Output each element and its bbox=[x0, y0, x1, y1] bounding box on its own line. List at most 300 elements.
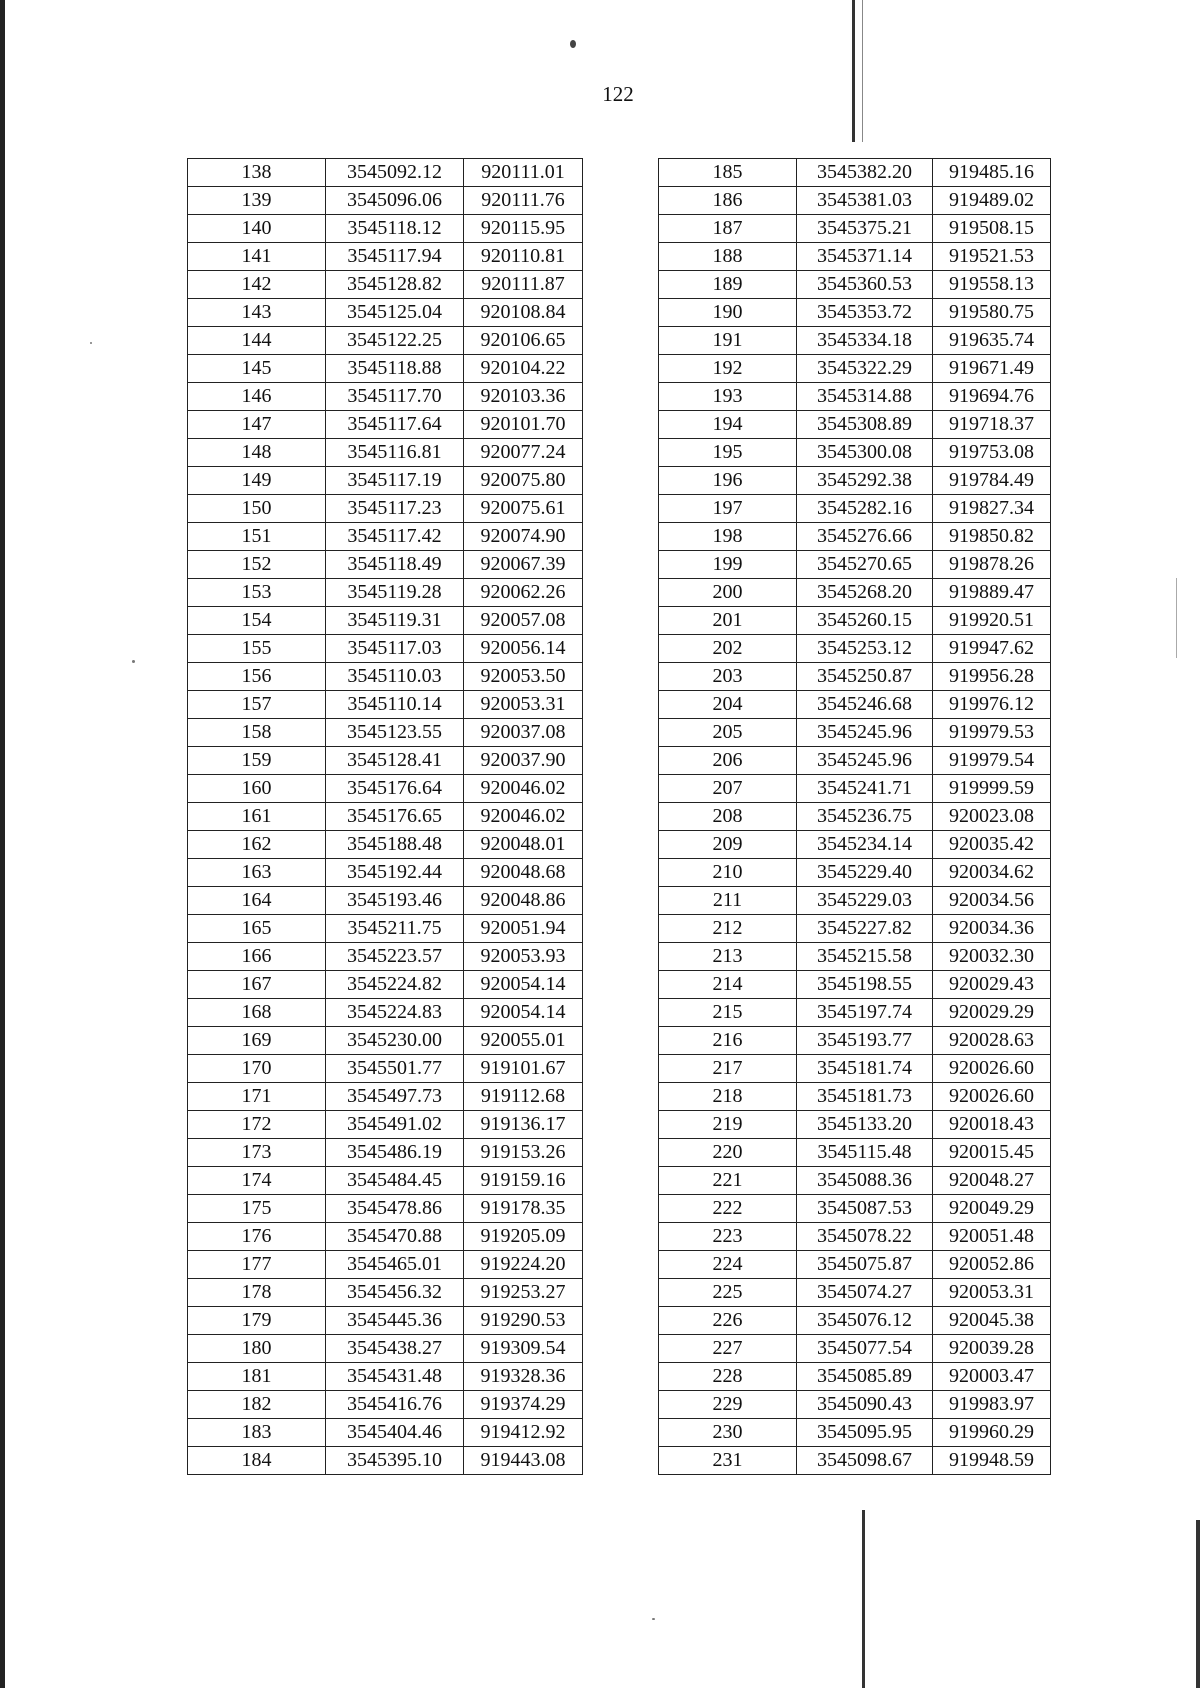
scan-speck bbox=[132, 660, 135, 663]
x-coordinate-cell: 3545236.75 bbox=[797, 803, 933, 831]
y-coordinate-cell: 920053.50 bbox=[464, 663, 583, 691]
point-number-cell: 140 bbox=[188, 215, 326, 243]
x-coordinate-cell: 3545181.74 bbox=[797, 1055, 933, 1083]
point-number-cell: 150 bbox=[188, 495, 326, 523]
y-coordinate-cell: 919979.54 bbox=[933, 747, 1051, 775]
table-row bbox=[188, 1223, 583, 1251]
point-number-cell: 215 bbox=[659, 999, 797, 1027]
point-number-cell: 184 bbox=[188, 1447, 326, 1475]
x-coordinate-cell: 3545119.31 bbox=[326, 607, 464, 635]
table-row bbox=[188, 187, 583, 215]
y-coordinate-cell: 919412.92 bbox=[464, 1419, 583, 1447]
table-row bbox=[659, 355, 1051, 383]
point-number-cell: 216 bbox=[659, 1027, 797, 1055]
y-coordinate-cell: 920075.61 bbox=[464, 495, 583, 523]
point-number-cell: 211 bbox=[659, 887, 797, 915]
point-number-cell: 178 bbox=[188, 1279, 326, 1307]
x-coordinate-cell: 3545197.74 bbox=[797, 999, 933, 1027]
x-coordinate-cell: 3545128.41 bbox=[326, 747, 464, 775]
x-coordinate-cell: 3545176.64 bbox=[326, 775, 464, 803]
scan-binding-edge bbox=[0, 0, 5, 1688]
point-number-cell: 228 bbox=[659, 1363, 797, 1391]
table-row bbox=[659, 467, 1051, 495]
table-row bbox=[188, 719, 583, 747]
y-coordinate-cell: 919850.82 bbox=[933, 523, 1051, 551]
table-row bbox=[659, 943, 1051, 971]
table-row bbox=[659, 1083, 1051, 1111]
x-coordinate-cell: 3545230.00 bbox=[326, 1027, 464, 1055]
table-row bbox=[659, 607, 1051, 635]
x-coordinate-cell: 3545088.36 bbox=[797, 1167, 933, 1195]
x-coordinate-cell: 3545353.72 bbox=[797, 299, 933, 327]
point-number-cell: 169 bbox=[188, 1027, 326, 1055]
point-number-cell: 192 bbox=[659, 355, 797, 383]
x-coordinate-cell: 3545223.57 bbox=[326, 943, 464, 971]
point-number-cell: 227 bbox=[659, 1335, 797, 1363]
table-row bbox=[188, 691, 583, 719]
x-coordinate-cell: 3545292.38 bbox=[797, 467, 933, 495]
point-number-cell: 220 bbox=[659, 1139, 797, 1167]
point-number-cell: 156 bbox=[188, 663, 326, 691]
table-row bbox=[188, 915, 583, 943]
x-coordinate-cell: 3545250.87 bbox=[797, 663, 933, 691]
point-number-cell: 145 bbox=[188, 355, 326, 383]
x-coordinate-cell: 3545078.22 bbox=[797, 1223, 933, 1251]
point-number-cell: 189 bbox=[659, 271, 797, 299]
y-coordinate-cell: 919753.08 bbox=[933, 439, 1051, 467]
x-coordinate-cell: 3545117.03 bbox=[326, 635, 464, 663]
x-coordinate-cell: 3545382.20 bbox=[797, 159, 933, 187]
table-row bbox=[659, 1307, 1051, 1335]
y-coordinate-cell: 920053.93 bbox=[464, 943, 583, 971]
x-coordinate-cell: 3545077.54 bbox=[797, 1335, 933, 1363]
point-number-cell: 160 bbox=[188, 775, 326, 803]
x-coordinate-cell: 3545074.27 bbox=[797, 1279, 933, 1307]
table-row bbox=[188, 943, 583, 971]
table-row bbox=[188, 355, 583, 383]
x-coordinate-cell: 3545096.06 bbox=[326, 187, 464, 215]
table-row bbox=[659, 327, 1051, 355]
x-coordinate-cell: 3545241.71 bbox=[797, 775, 933, 803]
y-coordinate-cell: 920051.94 bbox=[464, 915, 583, 943]
scan-mark-right bbox=[1176, 578, 1177, 658]
y-coordinate-cell: 920052.86 bbox=[933, 1251, 1051, 1279]
x-coordinate-cell: 3545491.02 bbox=[326, 1111, 464, 1139]
y-coordinate-cell: 919920.51 bbox=[933, 607, 1051, 635]
table-row bbox=[188, 327, 583, 355]
x-coordinate-cell: 3545110.03 bbox=[326, 663, 464, 691]
point-number-cell: 168 bbox=[188, 999, 326, 1027]
table-row bbox=[659, 411, 1051, 439]
table-row bbox=[659, 1335, 1051, 1363]
table-row bbox=[188, 495, 583, 523]
table-row bbox=[188, 579, 583, 607]
point-number-cell: 157 bbox=[188, 691, 326, 719]
x-coordinate-cell: 3545334.18 bbox=[797, 327, 933, 355]
x-coordinate-cell: 3545133.20 bbox=[797, 1111, 933, 1139]
y-coordinate-cell: 920046.02 bbox=[464, 775, 583, 803]
y-coordinate-cell: 919224.20 bbox=[464, 1251, 583, 1279]
x-coordinate-cell: 3545246.68 bbox=[797, 691, 933, 719]
x-coordinate-cell: 3545176.65 bbox=[326, 803, 464, 831]
table-row bbox=[188, 1279, 583, 1307]
table-row bbox=[188, 1111, 583, 1139]
point-number-cell: 172 bbox=[188, 1111, 326, 1139]
y-coordinate-cell: 920111.87 bbox=[464, 271, 583, 299]
table-row bbox=[188, 271, 583, 299]
table-row bbox=[659, 691, 1051, 719]
point-number-cell: 180 bbox=[188, 1335, 326, 1363]
x-coordinate-cell: 3545314.88 bbox=[797, 383, 933, 411]
x-coordinate-cell: 3545198.55 bbox=[797, 971, 933, 999]
y-coordinate-cell: 920053.31 bbox=[464, 691, 583, 719]
table-row bbox=[659, 831, 1051, 859]
table-row bbox=[188, 1055, 583, 1083]
point-number-cell: 167 bbox=[188, 971, 326, 999]
y-coordinate-cell: 920034.62 bbox=[933, 859, 1051, 887]
table-row bbox=[659, 1419, 1051, 1447]
point-number-cell: 204 bbox=[659, 691, 797, 719]
x-coordinate-cell: 3545224.83 bbox=[326, 999, 464, 1027]
y-coordinate-cell: 920048.68 bbox=[464, 859, 583, 887]
table-row bbox=[188, 215, 583, 243]
x-coordinate-cell: 3545470.88 bbox=[326, 1223, 464, 1251]
y-coordinate-cell: 919960.29 bbox=[933, 1419, 1051, 1447]
table-row bbox=[659, 1279, 1051, 1307]
y-coordinate-cell: 920062.26 bbox=[464, 579, 583, 607]
x-coordinate-cell: 3545360.53 bbox=[797, 271, 933, 299]
table-row bbox=[659, 1055, 1051, 1083]
table-row bbox=[188, 859, 583, 887]
point-number-cell: 201 bbox=[659, 607, 797, 635]
y-coordinate-cell: 920034.56 bbox=[933, 887, 1051, 915]
y-coordinate-cell: 919521.53 bbox=[933, 243, 1051, 271]
y-coordinate-cell: 919878.26 bbox=[933, 551, 1051, 579]
table-row bbox=[188, 383, 583, 411]
x-coordinate-cell: 3545484.45 bbox=[326, 1167, 464, 1195]
y-coordinate-cell: 920003.47 bbox=[933, 1363, 1051, 1391]
y-coordinate-cell: 920035.42 bbox=[933, 831, 1051, 859]
point-number-cell: 223 bbox=[659, 1223, 797, 1251]
y-coordinate-cell: 920053.31 bbox=[933, 1279, 1051, 1307]
table-row bbox=[188, 1195, 583, 1223]
y-coordinate-cell: 919956.28 bbox=[933, 663, 1051, 691]
table-row bbox=[188, 1251, 583, 1279]
table-row bbox=[659, 243, 1051, 271]
x-coordinate-cell: 3545118.88 bbox=[326, 355, 464, 383]
y-coordinate-cell: 919112.68 bbox=[464, 1083, 583, 1111]
x-coordinate-cell: 3545395.10 bbox=[326, 1447, 464, 1475]
scan-speck bbox=[570, 40, 576, 48]
point-number-cell: 209 bbox=[659, 831, 797, 859]
y-coordinate-cell: 920075.80 bbox=[464, 467, 583, 495]
x-coordinate-cell: 3545115.48 bbox=[797, 1139, 933, 1167]
point-number-cell: 191 bbox=[659, 327, 797, 355]
y-coordinate-cell: 920037.08 bbox=[464, 719, 583, 747]
table-row bbox=[188, 1307, 583, 1335]
y-coordinate-cell: 920057.08 bbox=[464, 607, 583, 635]
table-row bbox=[659, 1167, 1051, 1195]
y-coordinate-cell: 920048.01 bbox=[464, 831, 583, 859]
table-row bbox=[659, 187, 1051, 215]
table-row bbox=[659, 999, 1051, 1027]
point-number-cell: 165 bbox=[188, 915, 326, 943]
x-coordinate-cell: 3545371.14 bbox=[797, 243, 933, 271]
table-row bbox=[188, 831, 583, 859]
y-coordinate-cell: 920115.95 bbox=[464, 215, 583, 243]
point-number-cell: 151 bbox=[188, 523, 326, 551]
x-coordinate-cell: 3545117.70 bbox=[326, 383, 464, 411]
point-number-cell: 142 bbox=[188, 271, 326, 299]
x-coordinate-cell: 3545282.16 bbox=[797, 495, 933, 523]
y-coordinate-cell: 919889.47 bbox=[933, 579, 1051, 607]
x-coordinate-cell: 3545215.58 bbox=[797, 943, 933, 971]
point-number-cell: 187 bbox=[659, 215, 797, 243]
y-coordinate-cell: 919558.13 bbox=[933, 271, 1051, 299]
point-number-cell: 194 bbox=[659, 411, 797, 439]
y-coordinate-cell: 919508.15 bbox=[933, 215, 1051, 243]
y-coordinate-cell: 919290.53 bbox=[464, 1307, 583, 1335]
table-row bbox=[188, 1335, 583, 1363]
point-number-cell: 212 bbox=[659, 915, 797, 943]
table-row bbox=[659, 1139, 1051, 1167]
point-number-cell: 179 bbox=[188, 1307, 326, 1335]
table-row bbox=[659, 1195, 1051, 1223]
y-coordinate-cell: 920048.27 bbox=[933, 1167, 1051, 1195]
y-coordinate-cell: 920077.24 bbox=[464, 439, 583, 467]
y-coordinate-cell: 919309.54 bbox=[464, 1335, 583, 1363]
x-coordinate-cell: 3545098.67 bbox=[797, 1447, 933, 1475]
x-coordinate-cell: 3545085.89 bbox=[797, 1363, 933, 1391]
page-number: 122 bbox=[602, 82, 634, 106]
y-coordinate-cell: 920015.45 bbox=[933, 1139, 1051, 1167]
table-row bbox=[659, 579, 1051, 607]
point-number-cell: 195 bbox=[659, 439, 797, 467]
point-number-cell: 196 bbox=[659, 467, 797, 495]
x-coordinate-cell: 3545193.77 bbox=[797, 1027, 933, 1055]
point-number-cell: 183 bbox=[188, 1419, 326, 1447]
point-number-cell: 161 bbox=[188, 803, 326, 831]
point-number-cell: 155 bbox=[188, 635, 326, 663]
point-number-cell: 144 bbox=[188, 327, 326, 355]
point-number-cell: 141 bbox=[188, 243, 326, 271]
x-coordinate-cell: 3545181.73 bbox=[797, 1083, 933, 1111]
y-coordinate-cell: 919999.59 bbox=[933, 775, 1051, 803]
table-row bbox=[659, 1111, 1051, 1139]
x-coordinate-cell: 3545229.03 bbox=[797, 887, 933, 915]
x-coordinate-cell: 3545270.65 bbox=[797, 551, 933, 579]
table-row bbox=[659, 859, 1051, 887]
x-coordinate-cell: 3545416.76 bbox=[326, 1391, 464, 1419]
x-coordinate-cell: 3545125.04 bbox=[326, 299, 464, 327]
y-coordinate-cell: 919671.49 bbox=[933, 355, 1051, 383]
y-coordinate-cell: 919485.16 bbox=[933, 159, 1051, 187]
table-row bbox=[659, 215, 1051, 243]
table-row bbox=[659, 747, 1051, 775]
table-row bbox=[659, 1027, 1051, 1055]
y-coordinate-cell: 919580.75 bbox=[933, 299, 1051, 327]
y-coordinate-cell: 920018.43 bbox=[933, 1111, 1051, 1139]
y-coordinate-cell: 920028.63 bbox=[933, 1027, 1051, 1055]
point-number-cell: 217 bbox=[659, 1055, 797, 1083]
point-number-cell: 175 bbox=[188, 1195, 326, 1223]
scan-mark-top bbox=[852, 0, 855, 142]
y-coordinate-cell: 920055.01 bbox=[464, 1027, 583, 1055]
table-row bbox=[659, 915, 1051, 943]
point-number-cell: 153 bbox=[188, 579, 326, 607]
x-coordinate-cell: 3545253.12 bbox=[797, 635, 933, 663]
y-coordinate-cell: 920104.22 bbox=[464, 355, 583, 383]
point-number-cell: 218 bbox=[659, 1083, 797, 1111]
point-number-cell: 199 bbox=[659, 551, 797, 579]
table-row bbox=[188, 523, 583, 551]
y-coordinate-cell: 919153.26 bbox=[464, 1139, 583, 1167]
point-number-cell: 206 bbox=[659, 747, 797, 775]
point-number-cell: 163 bbox=[188, 859, 326, 887]
x-coordinate-cell: 3545224.82 bbox=[326, 971, 464, 999]
y-coordinate-cell: 920029.29 bbox=[933, 999, 1051, 1027]
point-number-cell: 208 bbox=[659, 803, 797, 831]
x-coordinate-cell: 3545245.96 bbox=[797, 719, 933, 747]
point-number-cell: 148 bbox=[188, 439, 326, 467]
x-coordinate-cell: 3545501.77 bbox=[326, 1055, 464, 1083]
point-number-cell: 207 bbox=[659, 775, 797, 803]
point-number-cell: 198 bbox=[659, 523, 797, 551]
point-number-cell: 143 bbox=[188, 299, 326, 327]
x-coordinate-cell: 3545092.12 bbox=[326, 159, 464, 187]
y-coordinate-cell: 920051.48 bbox=[933, 1223, 1051, 1251]
y-coordinate-cell: 919976.12 bbox=[933, 691, 1051, 719]
y-coordinate-cell: 920029.43 bbox=[933, 971, 1051, 999]
y-coordinate-cell: 919101.67 bbox=[464, 1055, 583, 1083]
point-number-cell: 171 bbox=[188, 1083, 326, 1111]
point-number-cell: 231 bbox=[659, 1447, 797, 1475]
table-row bbox=[188, 1083, 583, 1111]
x-coordinate-cell: 3545119.28 bbox=[326, 579, 464, 607]
point-number-cell: 190 bbox=[659, 299, 797, 327]
table-row bbox=[659, 1447, 1051, 1475]
x-coordinate-cell: 3545404.46 bbox=[326, 1419, 464, 1447]
x-coordinate-cell: 3545128.82 bbox=[326, 271, 464, 299]
y-coordinate-cell: 919253.27 bbox=[464, 1279, 583, 1307]
table-row bbox=[188, 1391, 583, 1419]
y-coordinate-cell: 919205.09 bbox=[464, 1223, 583, 1251]
table-row bbox=[659, 523, 1051, 551]
table-row bbox=[188, 635, 583, 663]
point-number-cell: 210 bbox=[659, 859, 797, 887]
point-number-cell: 170 bbox=[188, 1055, 326, 1083]
table-row bbox=[188, 887, 583, 915]
point-number-cell: 186 bbox=[659, 187, 797, 215]
point-number-cell: 181 bbox=[188, 1363, 326, 1391]
y-coordinate-cell: 919328.36 bbox=[464, 1363, 583, 1391]
y-coordinate-cell: 919947.62 bbox=[933, 635, 1051, 663]
x-coordinate-cell: 3545116.81 bbox=[326, 439, 464, 467]
y-coordinate-cell: 919178.35 bbox=[464, 1195, 583, 1223]
y-coordinate-cell: 920103.36 bbox=[464, 383, 583, 411]
y-coordinate-cell: 920037.90 bbox=[464, 747, 583, 775]
point-number-cell: 214 bbox=[659, 971, 797, 999]
y-coordinate-cell: 920111.76 bbox=[464, 187, 583, 215]
point-number-cell: 176 bbox=[188, 1223, 326, 1251]
x-coordinate-cell: 3545123.55 bbox=[326, 719, 464, 747]
y-coordinate-cell: 919983.97 bbox=[933, 1391, 1051, 1419]
y-coordinate-cell: 920101.70 bbox=[464, 411, 583, 439]
point-number-cell: 154 bbox=[188, 607, 326, 635]
x-coordinate-cell: 3545117.19 bbox=[326, 467, 464, 495]
table-row bbox=[659, 159, 1051, 187]
y-coordinate-cell: 919489.02 bbox=[933, 187, 1051, 215]
x-coordinate-cell: 3545478.86 bbox=[326, 1195, 464, 1223]
table-row bbox=[188, 775, 583, 803]
table-row bbox=[188, 551, 583, 579]
y-coordinate-cell: 920046.02 bbox=[464, 803, 583, 831]
point-number-cell: 224 bbox=[659, 1251, 797, 1279]
table-row bbox=[659, 1391, 1051, 1419]
x-coordinate-cell: 3545308.89 bbox=[797, 411, 933, 439]
table-row bbox=[188, 607, 583, 635]
point-number-cell: 162 bbox=[188, 831, 326, 859]
y-coordinate-cell: 920108.84 bbox=[464, 299, 583, 327]
table-row bbox=[188, 467, 583, 495]
y-coordinate-cell: 920067.39 bbox=[464, 551, 583, 579]
table-row bbox=[659, 299, 1051, 327]
table-row bbox=[188, 999, 583, 1027]
y-coordinate-cell: 920056.14 bbox=[464, 635, 583, 663]
point-number-cell: 138 bbox=[188, 159, 326, 187]
point-number-cell: 221 bbox=[659, 1167, 797, 1195]
point-number-cell: 152 bbox=[188, 551, 326, 579]
point-number-cell: 174 bbox=[188, 1167, 326, 1195]
table-row bbox=[659, 383, 1051, 411]
point-number-cell: 164 bbox=[188, 887, 326, 915]
y-coordinate-cell: 919136.17 bbox=[464, 1111, 583, 1139]
x-coordinate-cell: 3545110.14 bbox=[326, 691, 464, 719]
table-row bbox=[188, 971, 583, 999]
x-coordinate-cell: 3545188.48 bbox=[326, 831, 464, 859]
point-number-cell: 225 bbox=[659, 1279, 797, 1307]
point-number-cell: 202 bbox=[659, 635, 797, 663]
x-coordinate-cell: 3545300.08 bbox=[797, 439, 933, 467]
y-coordinate-cell: 919827.34 bbox=[933, 495, 1051, 523]
point-number-cell: 213 bbox=[659, 943, 797, 971]
x-coordinate-cell: 3545087.53 bbox=[797, 1195, 933, 1223]
y-coordinate-cell: 919718.37 bbox=[933, 411, 1051, 439]
point-number-cell: 147 bbox=[188, 411, 326, 439]
y-coordinate-cell: 919159.16 bbox=[464, 1167, 583, 1195]
y-coordinate-cell: 920032.30 bbox=[933, 943, 1051, 971]
y-coordinate-cell: 920023.08 bbox=[933, 803, 1051, 831]
x-coordinate-cell: 3545375.21 bbox=[797, 215, 933, 243]
point-number-cell: 188 bbox=[659, 243, 797, 271]
point-number-cell: 146 bbox=[188, 383, 326, 411]
x-coordinate-cell: 3545117.64 bbox=[326, 411, 464, 439]
table-row bbox=[659, 1251, 1051, 1279]
x-coordinate-cell: 3545486.19 bbox=[326, 1139, 464, 1167]
x-coordinate-cell: 3545260.15 bbox=[797, 607, 933, 635]
table-row bbox=[188, 1447, 583, 1475]
y-coordinate-cell: 920074.90 bbox=[464, 523, 583, 551]
table-row bbox=[188, 1027, 583, 1055]
table-row bbox=[659, 495, 1051, 523]
table-row bbox=[659, 803, 1051, 831]
y-coordinate-cell: 920110.81 bbox=[464, 243, 583, 271]
table-row bbox=[659, 551, 1051, 579]
table-row bbox=[188, 803, 583, 831]
scan-mark-top-thin bbox=[862, 0, 863, 142]
y-coordinate-cell: 920048.86 bbox=[464, 887, 583, 915]
x-coordinate-cell: 3545245.96 bbox=[797, 747, 933, 775]
